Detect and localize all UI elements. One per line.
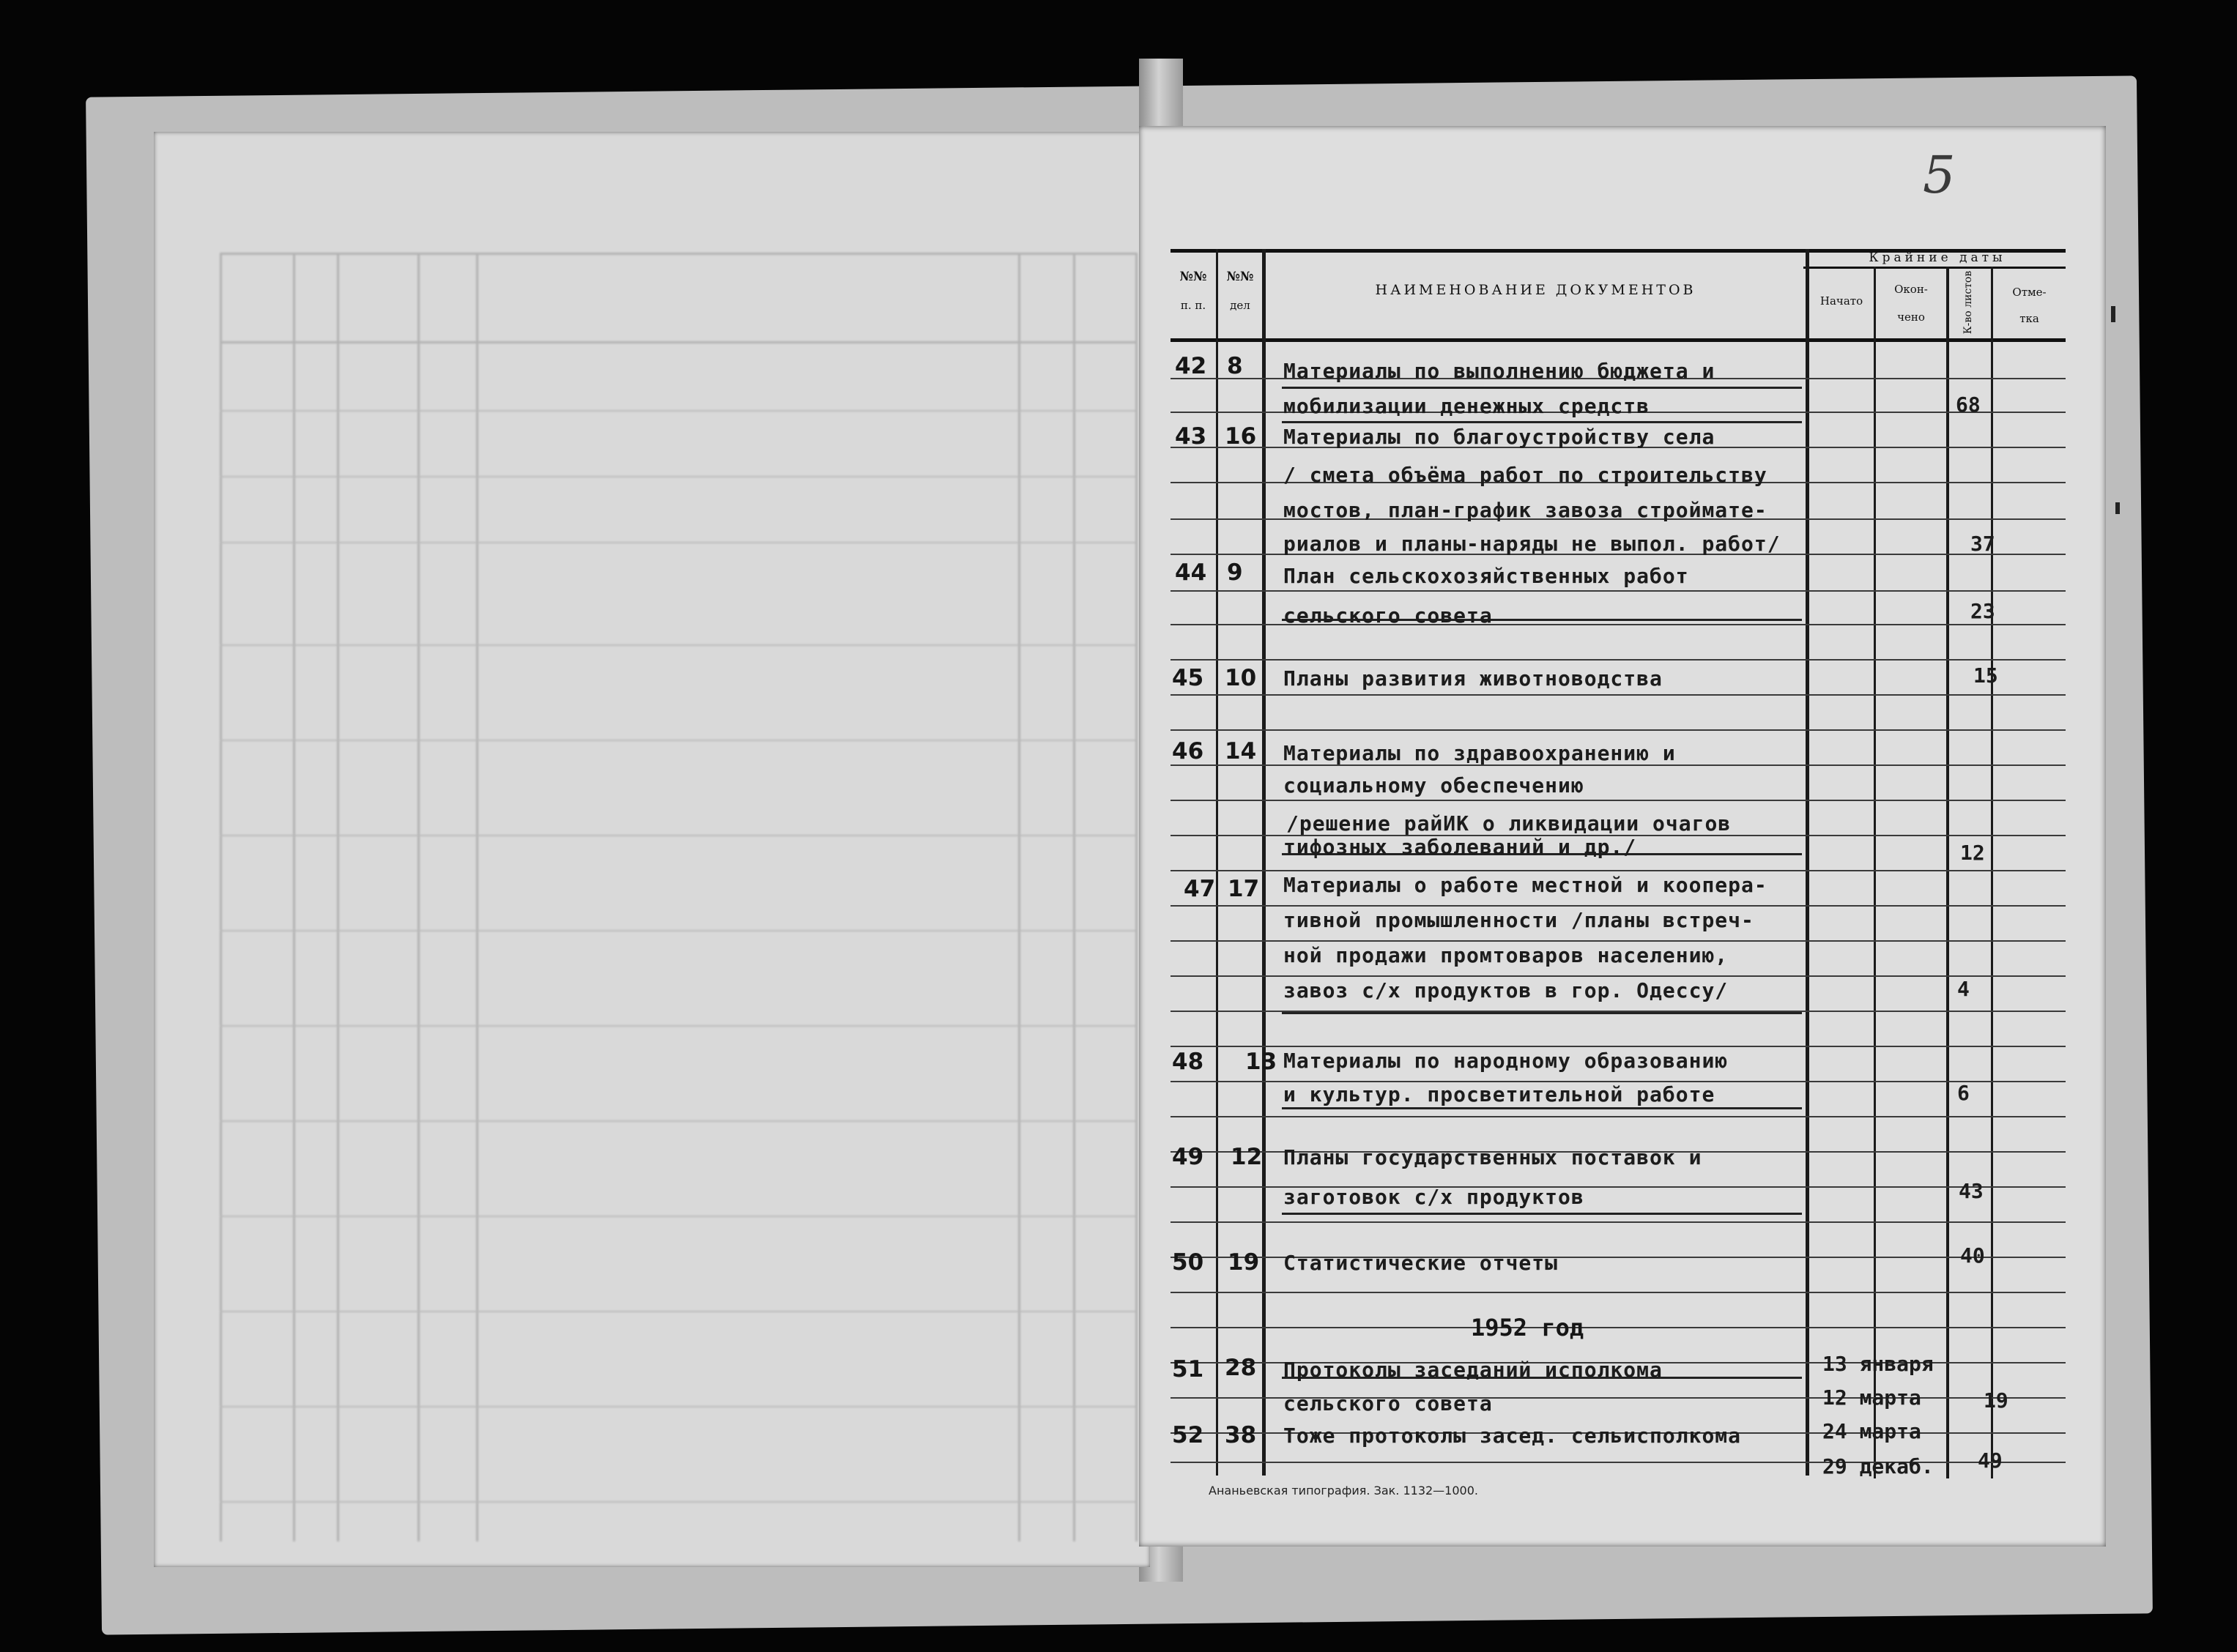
row-sheets: 43	[1959, 1179, 1984, 1203]
header-note: Отме-	[2012, 286, 2047, 299]
row-title-line: Материалы о работе местной и коопера-	[1283, 873, 1767, 897]
row-title-line: тивной промышленности /планы встреч-	[1283, 908, 1754, 932]
edge-mark	[2115, 502, 2120, 514]
row-sheets: 40	[1960, 1243, 1985, 1268]
row-pp: 47	[1184, 876, 1216, 902]
row-del: 13	[1245, 1049, 1277, 1075]
row-pp: 52	[1172, 1422, 1204, 1448]
row-title-line: Материалы по благоустройству села	[1283, 425, 1715, 449]
row-sheets: 37	[1970, 532, 1995, 556]
row-pp: 46	[1172, 738, 1204, 764]
row-title-line: Материалы по здравоохранению и	[1283, 741, 1676, 765]
header-note-sub: тка	[2019, 312, 2039, 325]
row-pp: 43	[1175, 423, 1207, 450]
row-sheets: 23	[1970, 599, 1995, 623]
row-title-line: риалов и планы-наряды не выпол. работ/	[1283, 532, 1781, 556]
row-title-line: и культур. просветительной работе	[1283, 1082, 1715, 1106]
row-sheets: 12	[1960, 841, 1985, 865]
row-sheets: 68	[1956, 392, 1981, 417]
header-pp-label: №№	[1179, 269, 1207, 284]
row-pp: 51	[1172, 1356, 1204, 1383]
row-pp: 44	[1175, 559, 1207, 586]
row-end-date: 29 декаб.	[1822, 1454, 1934, 1478]
row-del: 38	[1225, 1422, 1257, 1448]
row-title-line: / смета объёма работ по строительству	[1283, 463, 1767, 487]
edge-mark	[2111, 306, 2115, 322]
row-pp: 48	[1172, 1049, 1204, 1075]
row-end-date: 12 марта	[1822, 1385, 1921, 1410]
row-title-line: Материалы по выполнению бюджета и	[1283, 359, 1715, 383]
row-del: 17	[1228, 876, 1260, 902]
row-title-line: /решение райИК о ликвидации очагов	[1286, 811, 1732, 836]
row-title-line: мостов, план-график завоза строймате-	[1283, 498, 1767, 522]
row-sheets: 6	[1957, 1081, 1970, 1105]
printer-imprint: Ананьевская типография. Зак. 1132—1000.	[1209, 1484, 1478, 1497]
row-start-date: 13 января	[1822, 1352, 1934, 1376]
row-title-line: сельского совета	[1283, 603, 1493, 628]
row-pp: 49	[1172, 1144, 1204, 1170]
bleed-through-ghost-table	[154, 132, 1150, 1567]
row-title-line: Материалы по народному образованию	[1283, 1049, 1729, 1073]
page-number: 5	[1923, 145, 1956, 205]
row-sheets: 4	[1957, 977, 1970, 1001]
row-start-date: 24 марта	[1822, 1419, 1921, 1443]
row-title-line: социальному обеспечению	[1283, 773, 1584, 797]
header-del-label: №№	[1226, 269, 1254, 284]
row-del: 9	[1227, 559, 1243, 586]
row-del: 14	[1225, 738, 1257, 764]
header-doc-name: НАИМЕНОВАНИЕ ДОКУМЕНТОВ	[1375, 282, 1696, 298]
row-del: 28	[1225, 1355, 1257, 1381]
row-del: 8	[1227, 353, 1243, 379]
header-extreme-dates: Крайние даты	[1869, 250, 2006, 265]
left-page	[154, 132, 1150, 1567]
row-sheets: 19	[1984, 1388, 2008, 1413]
header-start: Начато	[1819, 294, 1863, 308]
header-sheet-count: К-во листов	[1962, 270, 1974, 335]
row-title-line: тифозных заболеваний и др./	[1283, 835, 1637, 859]
row-title-line: завоз с/х продуктов в гор. Одессу/	[1283, 978, 1729, 1002]
row-title-line: Тоже протоколы засед. сельисполкома	[1283, 1424, 1742, 1448]
row-pp: 45	[1172, 665, 1204, 691]
row-pp: 42	[1175, 353, 1207, 379]
row-title-line: План сельскохозяйственных работ	[1283, 564, 1689, 588]
row-del: 12	[1231, 1144, 1263, 1170]
row-del: 19	[1228, 1249, 1260, 1276]
row-del: 10	[1225, 665, 1257, 691]
row-title-line: Статистические отчеты	[1283, 1251, 1559, 1275]
row-title-line: заготовок с/х продуктов	[1283, 1185, 1584, 1209]
row-title-line: мобилизации денежных средств	[1283, 394, 1650, 418]
row-title-line: сельского совета	[1283, 1391, 1493, 1415]
row-title-line: Планы государственных поставок и	[1283, 1145, 1702, 1169]
row-sheets: 49	[1978, 1448, 2003, 1473]
year-heading: 1952 год	[1471, 1314, 1584, 1342]
header-del-sub: дел	[1230, 299, 1250, 312]
row-sheets: 15	[1973, 663, 1998, 688]
header-end-sub: чено	[1897, 310, 1925, 324]
row-title-line: Планы развития животноводства	[1283, 666, 1663, 691]
row-title-line: ной продажи промтоваров населению,	[1283, 943, 1729, 967]
row-title-line: Протоколы заседаний исполкома	[1283, 1358, 1663, 1382]
header-end: Окон-	[1894, 283, 1928, 296]
row-del: 16	[1225, 423, 1257, 450]
header-pp-sub: п. п.	[1180, 299, 1206, 312]
row-pp: 50	[1172, 1249, 1204, 1276]
